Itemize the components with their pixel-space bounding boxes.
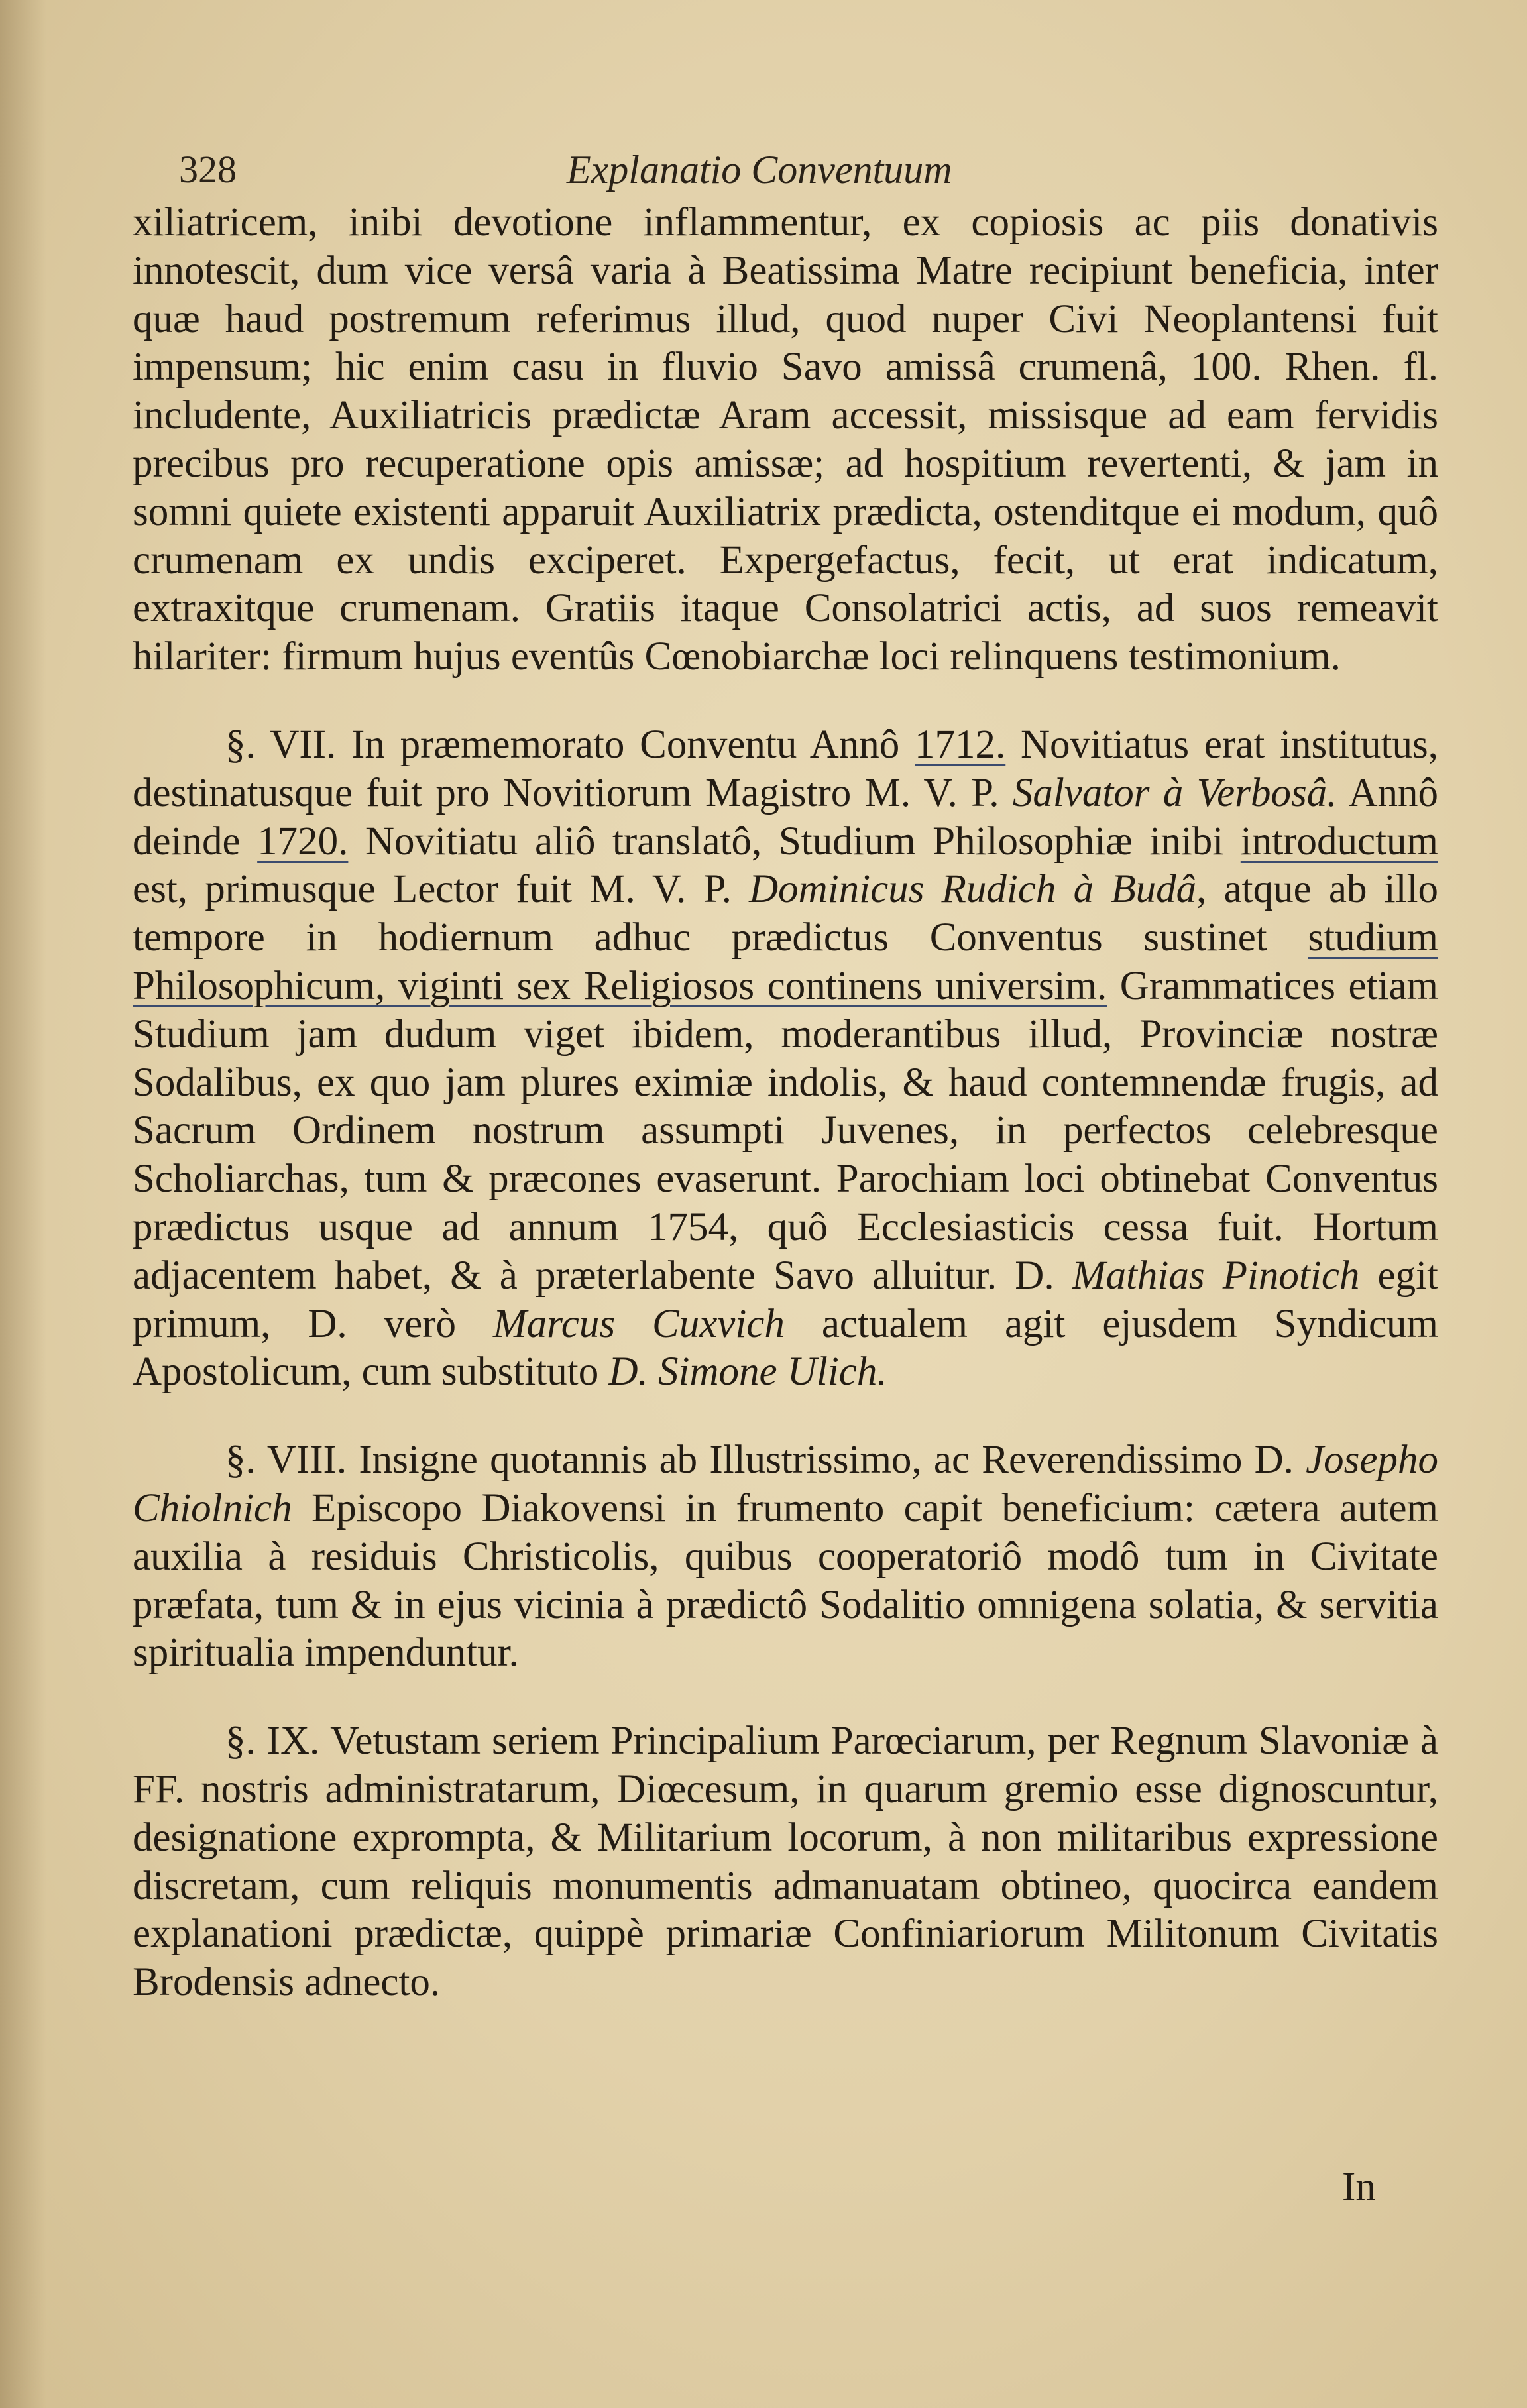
underlined-introductum: introductum — [1240, 819, 1438, 864]
underlined-year-1712: 1712. — [915, 722, 1006, 767]
name-marcus: Marcus Cuxvich — [492, 1301, 785, 1346]
paragraph-continuation: xiliatricem, inibi devotione inflammentur, ex copiosis ac piis donativis innotescit, dum vice versâ varia à Beatissima Matre recipiunt beneficia, inter quæ haud postremum referimus illud, quod nuper Civi Neoplantensi fuit impensum; hic enim casu in fluvio Savo amissâ crumenâ, 100. Rhen. fl. includente, Auxiliatricis prædictæ Aram accessit, missisque ad eam fervidis precibus pro recuperatione opis amissæ; ad hospitium revertenti, & jam in somni quiete existenti apparuit Auxiliatrix prædicta, ostenditque ei modum, quô crumenam ex undis exciperet. Expergefactus, fecit, ut erat indicatum, extraxitque crumenam. Gratiis itaque Consolatrici actis, ad suos remeavit hilariter: firmum hujus eventûs Cœnobiarchæ loci relinquens testimonium. — [133, 200, 1438, 679]
name-simone: D. Simone Ulich. — [608, 1349, 887, 1395]
binding-shadow — [0, 0, 46, 2408]
name-dominicus: Dominicus Rudich à Budâ — [749, 867, 1197, 912]
page-number: 328 — [179, 148, 237, 191]
underlined-year-1720: 1720. — [257, 819, 349, 864]
name-josepho: Josepho Chiolnich — [133, 1438, 1438, 1530]
paragraph-section-7: §. VII. In præmemorato Conventu Annô 1712. Novitiatus erat institutus, destinatusque fuit pro Novitiorum Magistro M. V. P. Salvator à Verbosâ. Annô deinde 1720. Novitiatu aliô translatô, Studium Philosophiæ inibi introductum est, primusque Lector fuit M. V. P. Dominicus Rudich à Budâ, atque ab illo tempore in hodiernum adhuc prædictus Conventus sustinet studium Philosophicum, viginti sex Religiosos continens universim. Grammatices etiam Studium jam dudum viget ibidem, moderantibus illud, Provinciæ nostræ Sodalibus, ex quo jam plures eximiæ indolis, & haud contemnendæ frugis, ad Sacrum Ordinem nostrum assumpti Juvenes, in perfectos celebresque Scholiarchas, tum & præcones evaserunt. Parochiam loci obtinebat Conventus prædictus usque ad annum 1754, quô Ecclesiasticis cessa fuit. Hortum adjacentem habet, & à præterlabente Savo alluitur. D. Mathias Pinotich egit primum, D. verò Marcus Cuxvich actualem agit ejusdem Syndicum Apostolicum, cum substituto D. Simone Ulich. — [133, 722, 1439, 1395]
body-text — [133, 199, 1438, 2007]
paragraph-section-9: §. IX. Vetustam seriem Principalium Parœciarum, per Regnum Slavoniæ à FF. nostris administratarum, Diœcesum, in quarum gremio esse dignoscuntur, designatione exprompta, & Militarium locorum, à non militaribus expressione discretam, cum reliquis monumentis admanuatam obtineo, quocirca eandem explanationi prædictæ, quippè primariæ Confiniariorum Militonum Civitatis Brodensis adnecto. — [133, 1719, 1438, 2005]
name-salvator: Salvator à Verbosâ. — [1012, 770, 1337, 815]
underlined-studium-philosophicum: studium Philosophicum, viginti sex Religiosos continens universim. — [133, 915, 1438, 1008]
paragraph-section-8: §. VIII. Insigne quotannis ab Illustrissimo, ac Reverendissimo D. Josepho Chiolnich Episcopo Diakovensi in frumento capit beneficium: cætera autem auxilia à residuis Christicolis, quibus cooperatoriô modô tum in Civitate præfata, tum & in ejus vicinia à prædictô Sodalitio omnigena solatia, & servitia spiritualia impenduntur. — [133, 1438, 1438, 1676]
running-title: Explanatio Conventuum — [567, 148, 952, 192]
catchword: In — [1342, 2165, 1376, 2209]
name-mathias: Mathias Pinotich — [1072, 1253, 1360, 1298]
page-header — [179, 147, 1438, 200]
